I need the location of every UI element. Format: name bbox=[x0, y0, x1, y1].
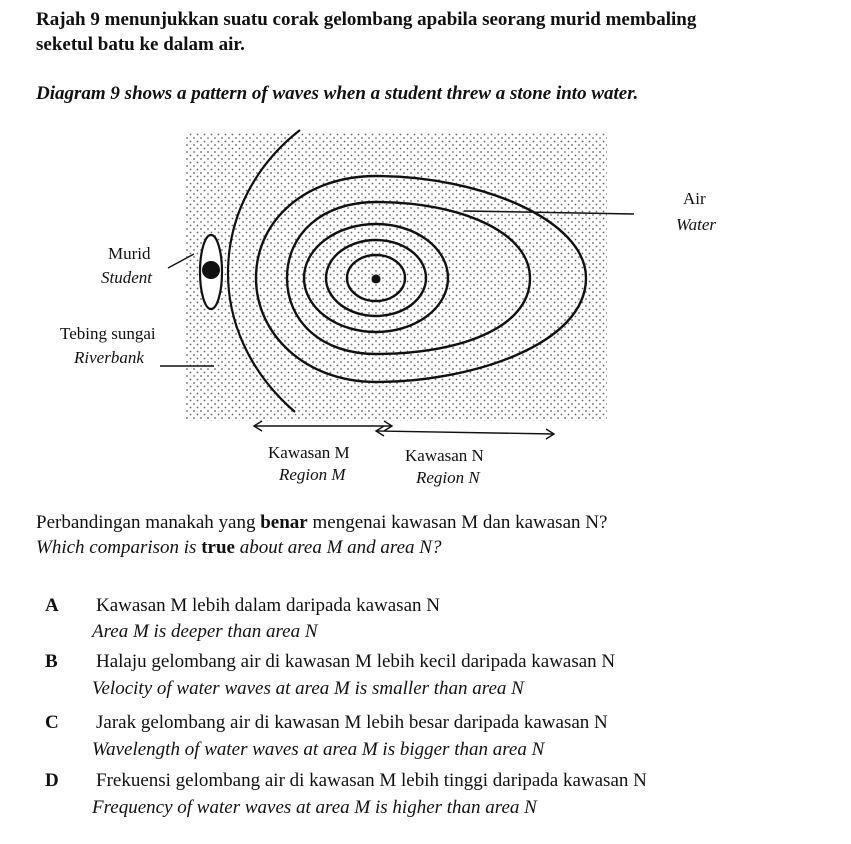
student-head-icon bbox=[202, 261, 220, 279]
label-air: Air bbox=[683, 189, 706, 208]
label-riverbank: Riverbank bbox=[74, 348, 144, 367]
label-water: Water bbox=[676, 215, 716, 234]
question-english bbox=[36, 536, 441, 559]
stone-drop-point bbox=[372, 275, 381, 284]
label-region-m: Region M bbox=[279, 465, 346, 484]
question-malay-post: mengenai kawasan M dan kawasan N? bbox=[307, 512, 608, 533]
option-a-english: Area M is deeper than area N bbox=[92, 621, 318, 642]
option-d-english: Frequency of water waves at area M is higher than area N bbox=[92, 797, 537, 818]
label-kawasan-n: Kawasan N bbox=[405, 446, 484, 465]
option-b-english: Velocity of water waves at area M is smaller than area N bbox=[92, 678, 524, 699]
intro-malay-line2: seketul batu ke dalam air. bbox=[36, 34, 245, 55]
intro-english: Diagram 9 shows a pattern of waves when a student threw a stone into water. bbox=[36, 83, 639, 104]
question-english-emphasis: true bbox=[201, 537, 235, 558]
label-kawasan-m: Kawasan M bbox=[268, 443, 350, 462]
option-a-letter: A bbox=[45, 595, 59, 616]
option-b-malay: Halaju gelombang air di kawasan M lebih kecil daripada kawasan N bbox=[96, 651, 616, 672]
label-region-n: Region N bbox=[416, 468, 480, 487]
intro-malay-line1: Rajah 9 menunjukkan suatu corak gelombang apabila seorang murid membaling bbox=[36, 9, 697, 30]
question-english-post: about area M and area N? bbox=[234, 537, 442, 558]
label-tebing-sungai: Tebing sungai bbox=[60, 324, 156, 343]
option-c-english: Wavelength of water waves at area M is bigger than area N bbox=[92, 739, 545, 760]
option-c-malay: Jarak gelombang air di kawasan M lebih besar daripada kawasan N bbox=[96, 712, 608, 733]
label-murid: Murid bbox=[108, 244, 151, 263]
question-english-pre: Which comparison is bbox=[36, 537, 202, 558]
option-b-letter: B bbox=[45, 651, 58, 672]
option-c-letter: C bbox=[45, 712, 59, 733]
wave-diagram bbox=[0, 120, 851, 500]
option-d-letter: D bbox=[45, 770, 59, 791]
question-malay-emphasis: benar bbox=[260, 512, 308, 533]
label-student: Student bbox=[101, 268, 152, 287]
region-n-arrow bbox=[376, 431, 554, 434]
option-a-malay: Kawasan M lebih dalam daripada kawasan N bbox=[96, 595, 440, 616]
question-malay bbox=[36, 511, 607, 534]
question-malay-pre: Perbandingan manakah yang bbox=[36, 512, 261, 533]
option-d-malay: Frekuensi gelombang air di kawasan M lebih tinggi daripada kawasan N bbox=[96, 770, 647, 791]
